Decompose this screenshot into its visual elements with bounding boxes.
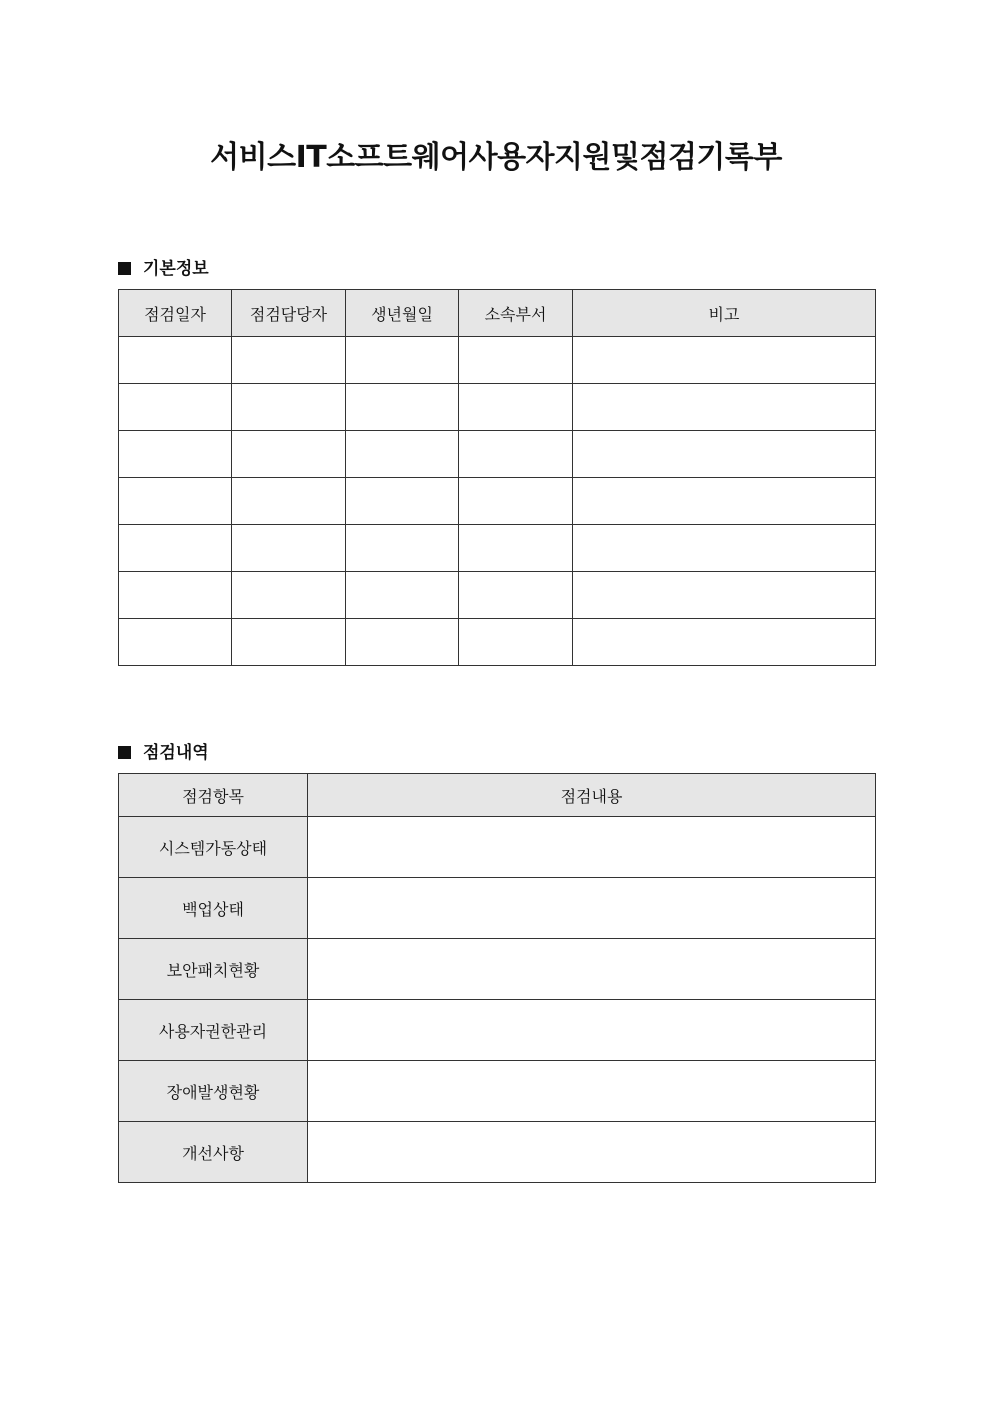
inspection-item-label: 보안패치현황 bbox=[119, 939, 308, 1000]
inspection-table bbox=[118, 773, 876, 1183]
table-cell[interactable] bbox=[119, 337, 232, 384]
table-row bbox=[119, 478, 876, 525]
table-cell[interactable] bbox=[346, 478, 459, 525]
column-header: 생년월일 bbox=[346, 290, 459, 337]
table-cell[interactable] bbox=[119, 525, 232, 572]
table-row bbox=[119, 384, 876, 431]
table-cell[interactable] bbox=[346, 619, 459, 666]
table-row bbox=[119, 337, 876, 384]
table-cell[interactable] bbox=[573, 431, 876, 478]
table-cell[interactable] bbox=[346, 525, 459, 572]
table-row bbox=[119, 525, 876, 572]
inspection-content-cell[interactable] bbox=[308, 1061, 876, 1122]
table-cell[interactable] bbox=[573, 619, 876, 666]
inspection-item-label: 장애발생현황 bbox=[119, 1061, 308, 1122]
table-cell[interactable] bbox=[232, 619, 346, 666]
inspection-content-cell[interactable] bbox=[308, 1000, 876, 1061]
column-header: 비고 bbox=[573, 290, 876, 337]
table-cell[interactable] bbox=[232, 525, 346, 572]
inspection-content-cell[interactable] bbox=[308, 878, 876, 939]
table-cell[interactable] bbox=[119, 384, 232, 431]
table-cell[interactable] bbox=[232, 478, 346, 525]
inspection-item-label: 시스템가동상태 bbox=[119, 817, 308, 878]
table-row bbox=[119, 878, 876, 939]
square-bullet-icon bbox=[118, 262, 131, 275]
column-header: 점검담당자 bbox=[232, 290, 346, 337]
section-heading-label: 점검내역 bbox=[143, 743, 209, 763]
table-row bbox=[119, 572, 876, 619]
table-cell[interactable] bbox=[459, 431, 573, 478]
table-cell[interactable] bbox=[346, 384, 459, 431]
table-row bbox=[119, 817, 876, 878]
table-row bbox=[119, 1000, 876, 1061]
inspection-content-cell[interactable] bbox=[308, 939, 876, 1000]
table-row bbox=[119, 619, 876, 666]
inspection-content-cell[interactable] bbox=[308, 817, 876, 878]
table-cell[interactable] bbox=[346, 337, 459, 384]
inspection-item-label: 사용자권한관리 bbox=[119, 1000, 308, 1061]
table-cell[interactable] bbox=[459, 337, 573, 384]
table-cell[interactable] bbox=[459, 478, 573, 525]
table-cell[interactable] bbox=[232, 337, 346, 384]
table-cell[interactable] bbox=[459, 384, 573, 431]
table-row bbox=[119, 431, 876, 478]
table-cell[interactable] bbox=[232, 384, 346, 431]
table-cell[interactable] bbox=[573, 337, 876, 384]
table-cell[interactable] bbox=[119, 619, 232, 666]
table-cell[interactable] bbox=[119, 431, 232, 478]
table-row bbox=[119, 1061, 876, 1122]
table-cell[interactable] bbox=[573, 572, 876, 619]
basic-info-table bbox=[118, 289, 876, 666]
section-heading-label: 기본정보 bbox=[143, 259, 209, 279]
document-title: 서비스IT소프트웨어사용자지원및점검기록부 bbox=[210, 140, 782, 175]
column-header: 점검일자 bbox=[119, 290, 232, 337]
table-row bbox=[119, 1122, 876, 1183]
square-bullet-icon bbox=[118, 746, 131, 759]
table-row bbox=[119, 939, 876, 1000]
table-cell[interactable] bbox=[573, 384, 876, 431]
table-cell[interactable] bbox=[119, 478, 232, 525]
table-cell[interactable] bbox=[573, 525, 876, 572]
inspection-item-label: 백업상태 bbox=[119, 878, 308, 939]
inspection-content-cell[interactable] bbox=[308, 1122, 876, 1183]
table-cell[interactable] bbox=[119, 572, 232, 619]
column-header: 점검내용 bbox=[308, 774, 876, 817]
column-header: 소속부서 bbox=[459, 290, 573, 337]
table-cell[interactable] bbox=[459, 619, 573, 666]
table-cell[interactable] bbox=[573, 478, 876, 525]
table-cell[interactable] bbox=[346, 572, 459, 619]
column-header: 점검항목 bbox=[119, 774, 308, 817]
table-cell[interactable] bbox=[232, 431, 346, 478]
section-heading-inspection bbox=[118, 738, 209, 763]
table-header-row bbox=[119, 290, 876, 337]
inspection-item-label: 개선사항 bbox=[119, 1122, 308, 1183]
table-header-row bbox=[119, 774, 876, 817]
table-cell[interactable] bbox=[346, 431, 459, 478]
table-cell[interactable] bbox=[232, 572, 346, 619]
section-heading-basic-info bbox=[118, 254, 209, 279]
table-cell[interactable] bbox=[459, 525, 573, 572]
table-cell[interactable] bbox=[459, 572, 573, 619]
